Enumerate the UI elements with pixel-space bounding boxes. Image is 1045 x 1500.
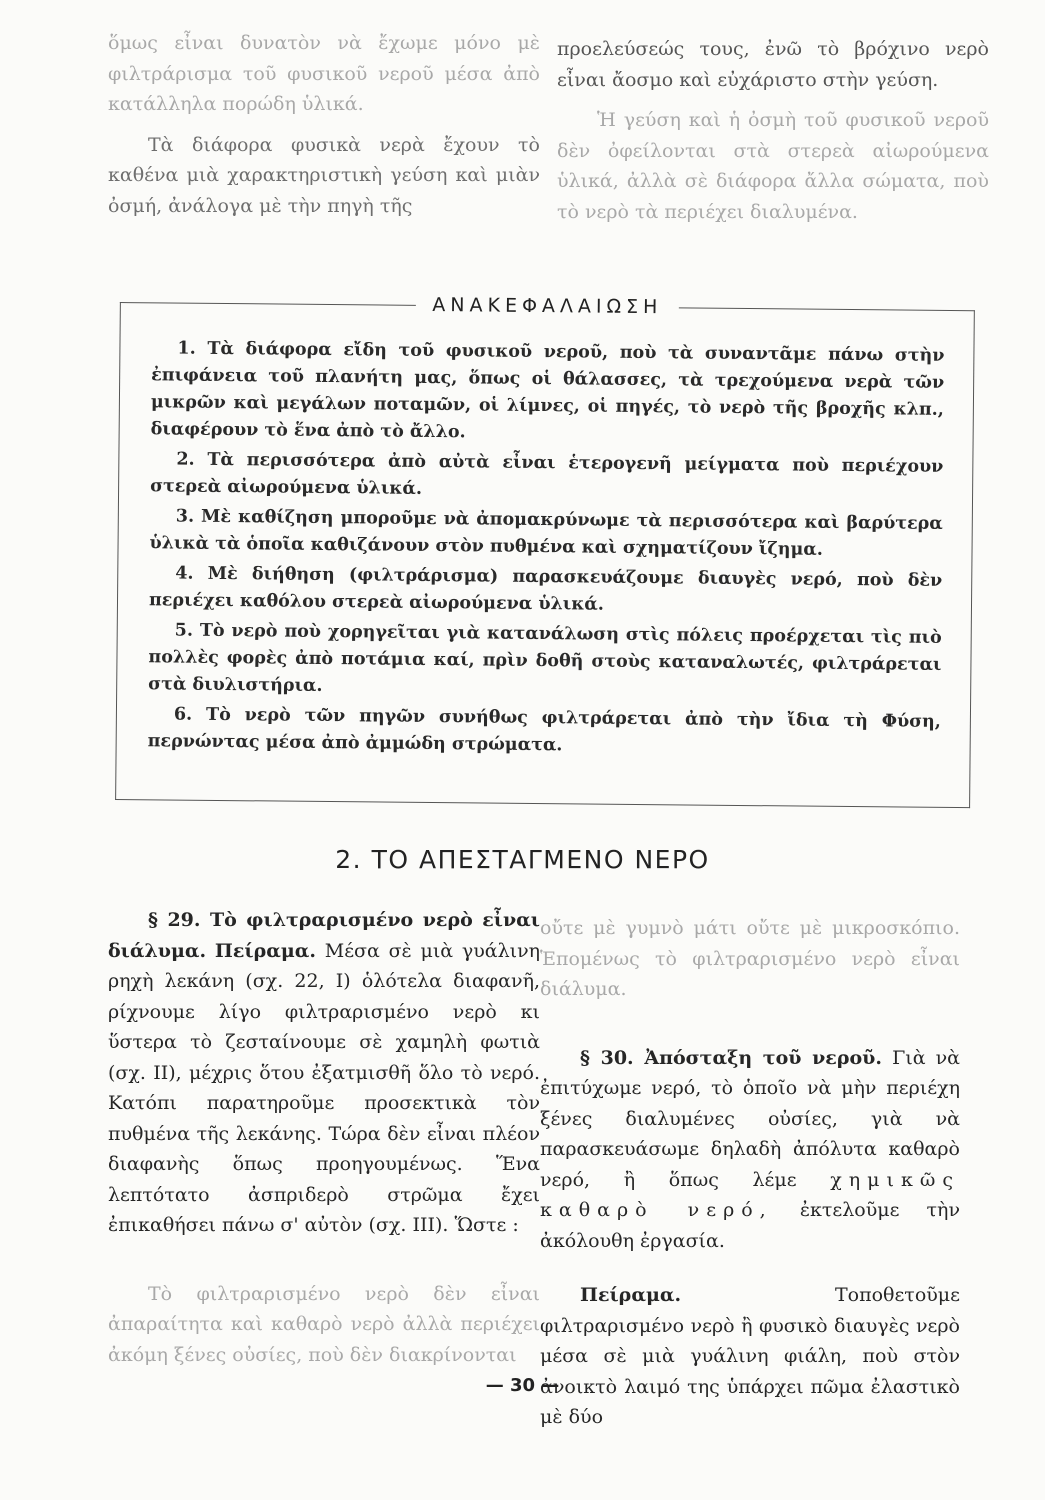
section-29-experiment-label: Πείραμα. bbox=[214, 939, 316, 962]
summary-item-4: 4. Μὲ διήθηση (φιλτράρισμα) παρασκευάζουμε διαυγὲς νερό, ποὺ δὲν περιέχει καθόλου στερεὰ αἰωρούμενα ὑλικά. bbox=[148, 563, 943, 615]
section-30-body-start: Γιὰ νὰ ἐπιτύχωμε νερό, τὸ ὁποῖο νὰ μὴν περιέχη ξένες διαλυμένες οὐσίες, γιὰ νὰ παρασκευάσωμε δηλαδὴ ἀπόλυτα καθαρὸ νερό, ἢ ὅπως λέμε bbox=[540, 1046, 961, 1191]
section-30-body-end: ἐκτελοῦμε τὴν ἀκόλουθη ἐργασία. bbox=[540, 1199, 960, 1252]
section-30-spaced-term: χημικῶς καθαρὸ νερό, bbox=[540, 1168, 960, 1221]
section-30-experiment-label: Πείραμα. bbox=[580, 1284, 682, 1306]
top-right-paragraph-2: Ἡ γεύση καὶ ἡ ὀσμὴ τοῦ φυσικοῦ νεροῦ δὲν ὀφείλονται στὰ στερεὰ αἰωρούμενα ὑλικά, ἀλλὰ σὲ διάφορα ἄλλα σώματα, ποὺ τὸ νερὸ τὰ περιέχει διαλυμένα. bbox=[557, 109, 989, 223]
summary-item-3: 3. Μὲ καθίζηση μποροῦμε νὰ ἀπομακρύνωμε τὰ περισσότερα καὶ βαρύτερα ὑλικὰ τὰ ὁποῖα καθιζάνουν στὸν πυθμένα καὶ σχηματίζουν ἴζημα. bbox=[149, 506, 943, 560]
summary-item-1: 1. Τὰ διάφορα εἴδη τοῦ φυσικοῦ νεροῦ, ποὺ τὰ συναντᾶμε πάνω στὴν ἐπιφάνεια τοῦ πλανήτη μας, ὅπως οἱ θάλασσες, τὰ τρεχούμενα νερὰ τῶν μικρῶν καὶ μεγάλων ποταμῶν, οἱ λίμνες, οἱ πηγές, τὸ νερὸ τῆς βροχῆς κλπ., διαφέρουν τὸ ἕνα ἀπὸ τὸ ἄλλο. bbox=[150, 338, 945, 443]
bottom-left-column bbox=[108, 905, 540, 1370]
summary-list bbox=[148, 335, 945, 766]
section-29-body: Μέσα σὲ μιὰ γυάλινη ρηχὴ λεκάνη (σχ. 22, Ι) ὁλότελα διαφανῆ, ρίχνουμε λίγο φιλτραρισμένο νερὸ κι ὕστερα τὸ ζεσταίνουμε σὲ χαμηλὴ φωτιὰ (σχ. ΙΙ), μέχρις ὅτου ἐξατμισθῆ ὅλο τὸ νερό. Κατόπι παρατηροῦμε προσεκτικὰ τὸν πυθμένα τῆς λεκάνης. Τώρα δὲν εἶναι πλέον διαφανὴς ὅπως προηγουμένως. Ἕνα λεπτότατο ἀσπριδερὸ στρῶμα ἔχει ἐπικαθήσει πάνω σ' αὐτὸν (σχ. ΙΙΙ). Ὥστε : bbox=[108, 939, 540, 1236]
top-left-column bbox=[108, 28, 540, 221]
section-30-paragraph bbox=[540, 1043, 960, 1257]
section-29-paragraph bbox=[108, 905, 540, 1241]
section-29-conclusion-continued: οὔτε μὲ γυμνὸ μάτι οὔτε μὲ μικροσκόπιο. Ἑπομένως τὸ φιλτραρισμένο νερὸ εἶναι διάλυμα. bbox=[540, 917, 960, 1000]
top-left-paragraph-1: ὅμως εἶναι δυνατὸν νὰ ἔχωμε μόνο μὲ φιλτράρισμα τοῦ φυσικοῦ νεροῦ μέσα ἀπὸ κατάλληλα πορώδη ὑλικά. bbox=[108, 32, 540, 115]
summary-item-6: 6. Τὸ νερὸ τῶν πηγῶν συνήθως φιλτράρεται ἀπὸ τὴν ἴδια τὴ Φύση, περνώντας μέσα ἀπὸ ἀμμώδη στρώματα. bbox=[147, 704, 941, 756]
chapter-title: 2. ΤΟ ΑΠΕΣΤΑΓΜΕΝΟ ΝΕΡΟ bbox=[335, 845, 710, 874]
summary-box bbox=[115, 290, 975, 808]
summary-item-2: 2. Τὰ περισσότερα ἀπὸ αὐτὰ εἶναι ἑτερογενῆ μείγματα ποὺ περιέχουν στερεὰ αἰωρούμενα ὑλικά. bbox=[150, 449, 944, 499]
top-right-column bbox=[557, 34, 989, 227]
section-29-conclusion: Τὸ φιλτραρισμένο νερὸ δὲν εἶναι ἀπαραίτητα καὶ καθαρὸ νερὸ ἀλλὰ περιέχει ἀκόμη ξένες οὐσίες, ποὺ δὲν διακρίνονται bbox=[108, 1282, 540, 1366]
summary-title-rule-left bbox=[120, 301, 416, 305]
section-30-experiment-text: Τοποθετοῦμε φιλτραρισμένο νερὸ ἢ φυσικὸ διαυγὲς νερὸ μέσα σὲ μιὰ γυάλινη φιάλη, ποὺ στὸν ἀνοικτὸ λαιμό της ὑπάρχει πῶμα ἐλαστικὸ μὲ δύο bbox=[540, 1284, 960, 1428]
section-30-heading: § 30. Ἀπόσταξη τοῦ νεροῦ. bbox=[580, 1046, 882, 1069]
top-left-paragraph-2: Τὰ διάφορα φυσικὰ νερὰ ἔχουν τὸ καθένα μιὰ χαρακτηριστικὴ γεύση καὶ μιὰν ὀσμή, ἀνάλογα μὲ τὴν πηγὴ τῆς bbox=[108, 133, 540, 217]
bottom-right-column bbox=[540, 913, 960, 1433]
summary-title-rule-right bbox=[678, 307, 974, 311]
summary-item-5: 5. Τὸ νερὸ ποὺ χορηγεῖται γιὰ κατανάλωση στὶς πόλεις προέρχεται τὶς πιὸ πολλὲς φορὲς ἀπὸ ποτάμια καί, πρὶν δοθῆ στοὺς καταναλωτές, φιλτράρεται στὰ διυλιστήρια. bbox=[148, 620, 942, 696]
page-number: — 30 — bbox=[485, 1375, 560, 1396]
section-29-heading: § 29. Τὸ φιλτραρισμένο νερὸ εἶναι διάλυμα. bbox=[108, 909, 540, 962]
top-right-paragraph-1: προελεύσεώς τους, ἐνῶ τὸ βρόχινο νερὸ εἶναι ἄοσμο καὶ εὐχάριστο στὴν γεύση. bbox=[557, 38, 989, 91]
summary-title: ΑΝΑΚΕΦΑΛΑΙΩΣΗ bbox=[432, 293, 663, 319]
section-30-experiment bbox=[540, 1280, 960, 1433]
